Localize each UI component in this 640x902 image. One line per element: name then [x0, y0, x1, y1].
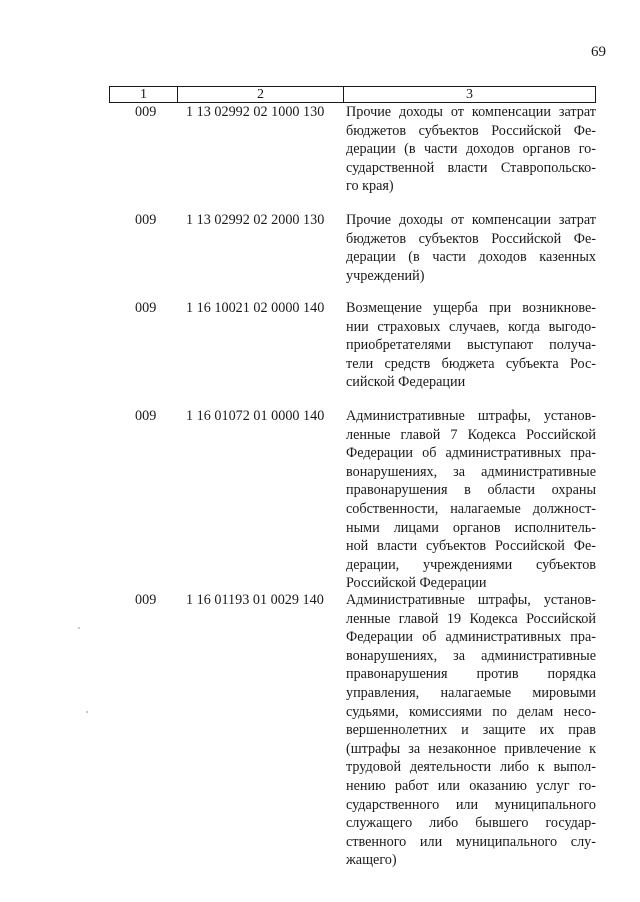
scan-speck — [78, 627, 80, 629]
income-description — [346, 211, 596, 285]
description-line: ными лицами органов исполнитель- — [346, 519, 596, 536]
description-line: трудовой деятельности либо к выпол- — [346, 759, 596, 776]
table-row — [0, 299, 640, 407]
table-row — [0, 103, 640, 211]
admin-code: 009 — [135, 300, 157, 316]
description-line: го края) — [346, 178, 394, 195]
description-line: нению работ или оказанию услуг го- — [346, 777, 596, 794]
description-line: дерации (в части доходов органов го- — [346, 141, 596, 158]
budget-code: 1 13 02992 02 1000 130 — [186, 104, 325, 120]
income-description — [346, 103, 596, 196]
description-line: судьями, комиссиями по делам несо- — [346, 703, 596, 720]
budget-code: 1 16 01193 01 0029 140 — [186, 592, 324, 608]
scan-speck — [86, 711, 88, 713]
description-line: Прочие доходы от компенсации затрат — [346, 104, 596, 120]
column-header-2: 2 — [178, 87, 344, 103]
description-line: ственного или муниципального слу- — [346, 833, 596, 850]
description-line: дерации, учреждениями субъектов — [346, 556, 596, 573]
table-row — [0, 211, 640, 299]
description-line: бюджетов субъектов Российской Фе- — [346, 122, 596, 139]
description-line: правонарушения в области охраны — [346, 482, 596, 499]
description-line: Федерации об административных пра- — [346, 445, 596, 462]
description-line: управления, налагаемые мировыми — [346, 684, 596, 701]
budget-code: 1 13 02992 02 2000 130 — [186, 212, 325, 228]
description-line: бюджетов субъектов Российской Фе- — [346, 230, 596, 247]
description-line: Возмещение ущерба при возникнове- — [346, 300, 596, 316]
description-line: нии страховых случаев, когда выгодо- — [346, 318, 596, 335]
description-line: Федерации об административных пра- — [346, 629, 596, 646]
description-line: ленные главой 19 Кодекса Российской — [346, 610, 596, 627]
table-row — [0, 407, 640, 591]
description-line: тели средств бюджета субъекта Рос- — [346, 355, 596, 372]
page-number: 69 — [591, 44, 606, 60]
description-line: ленные главой 7 Кодекса Российской — [346, 426, 596, 443]
description-line: Прочие доходы от компенсации затрат — [346, 212, 596, 228]
income-description — [346, 299, 596, 392]
description-line: учреждений) — [346, 267, 425, 284]
description-line: (штрафы за незаконное привлечение к — [346, 740, 596, 757]
description-line: Административные штрафы, установ- — [346, 592, 596, 608]
description-line: вершеннолетних и защите их прав — [346, 722, 596, 739]
description-line: ной власти субъектов Российской Фе- — [346, 538, 596, 555]
description-line: сударственного или муниципального — [346, 796, 596, 813]
income-description — [346, 591, 596, 870]
description-line: жащего) — [346, 852, 397, 869]
description-line: собственности, налагаемые должност- — [346, 500, 596, 517]
description-line: вонарушениях, за административные — [346, 647, 596, 664]
column-header-row — [109, 86, 596, 103]
budget-code: 1 16 01072 01 0000 140 — [186, 408, 325, 424]
description-line: вонарушениях, за административные — [346, 463, 596, 480]
table-body — [0, 103, 640, 871]
admin-code: 009 — [135, 212, 157, 228]
description-line: Российской Федерации — [346, 575, 487, 592]
description-line: служащего либо бывшего государ- — [346, 815, 596, 832]
admin-code: 009 — [135, 592, 157, 608]
description-line: правонарушения против порядка — [346, 666, 596, 683]
description-line: сударственной власти Ставропольско- — [346, 159, 596, 176]
table-row — [0, 591, 640, 871]
description-line: дерации (в части доходов казенных — [346, 249, 596, 266]
description-line: Административные штрафы, установ- — [346, 408, 596, 424]
admin-code: 009 — [135, 104, 157, 120]
budget-code: 1 16 10021 02 0000 140 — [186, 300, 325, 316]
column-header-1: 1 — [110, 87, 178, 103]
description-line: сийской Федерации — [346, 374, 466, 391]
admin-code: 009 — [135, 408, 157, 424]
income-description — [346, 407, 596, 593]
column-header-3: 3 — [344, 87, 596, 103]
description-line: приобретателями выступают получа- — [346, 337, 596, 354]
